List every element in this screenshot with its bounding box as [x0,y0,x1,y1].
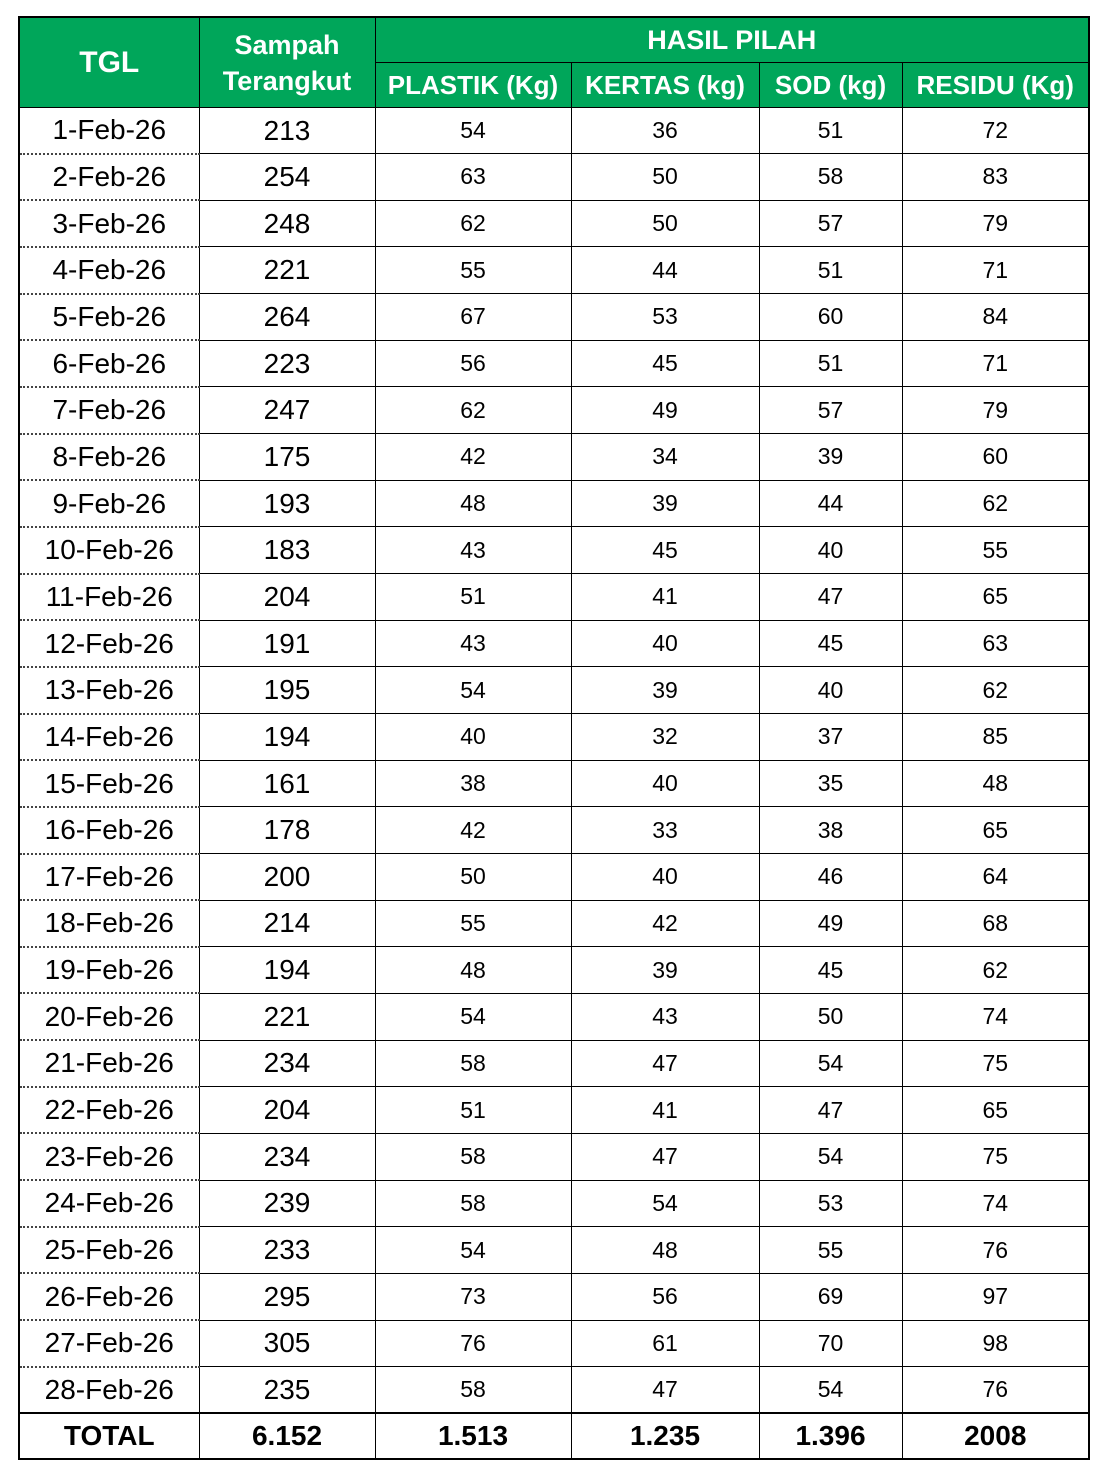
cell-plastik: 58 [375,1040,571,1087]
cell-residu: 79 [902,200,1089,247]
table-row [19,108,1089,154]
cell-kertas: 39 [571,667,759,714]
cell-tgl: 14-Feb-26 [19,714,199,761]
cell-sampah: 295 [199,1273,375,1320]
cell-tgl: 3-Feb-26 [19,200,199,247]
table-row [19,1273,1089,1320]
cell-sod: 45 [759,620,902,667]
cell-sampah: 247 [199,387,375,434]
cell-residu: 62 [902,480,1089,527]
cell-sod: 55 [759,1227,902,1274]
table-row [19,247,1089,294]
table-row [19,480,1089,527]
cell-sampah: 214 [199,900,375,947]
table-row [19,760,1089,807]
cell-sod: 37 [759,714,902,761]
cell-tgl: 7-Feb-26 [19,387,199,434]
cell-plastik: 54 [375,667,571,714]
cell-residu: 63 [902,620,1089,667]
cell-sod: 38 [759,807,902,854]
cell-sampah: 178 [199,807,375,854]
cell-kertas: 40 [571,854,759,901]
cell-sod: 54 [759,1133,902,1180]
cell-sod: 45 [759,947,902,994]
cell-plastik: 54 [375,1227,571,1274]
table-row [19,1227,1089,1274]
cell-plastik: 51 [375,1087,571,1134]
table-row [19,434,1089,481]
cell-plastik: 54 [375,108,571,154]
cell-residu: 97 [902,1273,1089,1320]
table-row [19,574,1089,621]
cell-sod: 58 [759,154,902,201]
cell-residu: 65 [902,1087,1089,1134]
cell-residu: 76 [902,1227,1089,1274]
cell-residu: 71 [902,340,1089,387]
header-residu: RESIDU (Kg) [902,63,1089,108]
cell-tgl: 19-Feb-26 [19,947,199,994]
cell-sampah: 204 [199,574,375,621]
cell-plastik: 63 [375,154,571,201]
total-sampah: 6.152 [199,1413,375,1459]
cell-residu: 62 [902,947,1089,994]
cell-sampah: 221 [199,247,375,294]
cell-tgl: 20-Feb-26 [19,993,199,1040]
cell-plastik: 48 [375,480,571,527]
cell-residu: 60 [902,434,1089,481]
cell-kertas: 48 [571,1227,759,1274]
cell-sampah: 248 [199,200,375,247]
cell-residu: 75 [902,1133,1089,1180]
cell-plastik: 38 [375,760,571,807]
cell-sampah: 234 [199,1040,375,1087]
cell-residu: 75 [902,1040,1089,1087]
table-header [19,17,1089,108]
cell-sampah: 213 [199,108,375,154]
table-row [19,200,1089,247]
cell-plastik: 55 [375,900,571,947]
cell-sod: 51 [759,247,902,294]
cell-residu: 65 [902,574,1089,621]
cell-kertas: 36 [571,108,759,154]
cell-tgl: 13-Feb-26 [19,667,199,714]
cell-tgl: 28-Feb-26 [19,1367,199,1414]
cell-sod: 57 [759,387,902,434]
cell-kertas: 44 [571,247,759,294]
table-row [19,1087,1089,1134]
cell-plastik: 50 [375,854,571,901]
cell-sod: 44 [759,480,902,527]
cell-plastik: 42 [375,807,571,854]
cell-residu: 76 [902,1367,1089,1414]
cell-sampah: 235 [199,1367,375,1414]
cell-sampah: 223 [199,340,375,387]
cell-residu: 79 [902,387,1089,434]
header-sampah-terangkut [199,17,375,108]
cell-kertas: 49 [571,387,759,434]
cell-kertas: 50 [571,200,759,247]
cell-residu: 74 [902,1180,1089,1227]
cell-kertas: 39 [571,480,759,527]
cell-tgl: 22-Feb-26 [19,1087,199,1134]
cell-sampah: 175 [199,434,375,481]
cell-sampah: 254 [199,154,375,201]
header-hasil-pilah: HASIL PILAH [375,17,1089,63]
cell-residu: 71 [902,247,1089,294]
cell-plastik: 58 [375,1133,571,1180]
table-row [19,900,1089,947]
table-row [19,714,1089,761]
cell-sod: 69 [759,1273,902,1320]
table-row [19,294,1089,341]
table-row [19,1180,1089,1227]
cell-sod: 40 [759,527,902,574]
cell-sod: 51 [759,108,902,154]
total-plastik: 1.513 [375,1413,571,1459]
cell-sampah: 221 [199,993,375,1040]
cell-kertas: 45 [571,527,759,574]
cell-tgl: 6-Feb-26 [19,340,199,387]
cell-sod: 70 [759,1320,902,1367]
table-row [19,154,1089,201]
cell-sod: 46 [759,854,902,901]
cell-tgl: 23-Feb-26 [19,1133,199,1180]
cell-residu: 64 [902,854,1089,901]
cell-residu: 83 [902,154,1089,201]
total-kertas: 1.235 [571,1413,759,1459]
cell-plastik: 76 [375,1320,571,1367]
cell-residu: 48 [902,760,1089,807]
cell-sampah: 234 [199,1133,375,1180]
cell-tgl: 17-Feb-26 [19,854,199,901]
cell-sampah: 193 [199,480,375,527]
total-residu: 2008 [902,1413,1089,1459]
cell-kertas: 56 [571,1273,759,1320]
table-row [19,1040,1089,1087]
cell-kertas: 50 [571,154,759,201]
cell-kertas: 61 [571,1320,759,1367]
cell-sampah: 305 [199,1320,375,1367]
total-label: TOTAL [19,1413,199,1459]
cell-sod: 60 [759,294,902,341]
cell-sampah: 191 [199,620,375,667]
cell-plastik: 55 [375,247,571,294]
cell-kertas: 39 [571,947,759,994]
cell-plastik: 56 [375,340,571,387]
cell-sod: 54 [759,1367,902,1414]
cell-kertas: 33 [571,807,759,854]
cell-plastik: 40 [375,714,571,761]
cell-tgl: 24-Feb-26 [19,1180,199,1227]
cell-plastik: 54 [375,993,571,1040]
table-row [19,667,1089,714]
cell-kertas: 41 [571,574,759,621]
table-row [19,807,1089,854]
cell-tgl: 27-Feb-26 [19,1320,199,1367]
cell-sod: 54 [759,1040,902,1087]
cell-sampah: 204 [199,1087,375,1134]
header-sampah-line1: Sampah [234,29,340,60]
cell-tgl: 12-Feb-26 [19,620,199,667]
cell-plastik: 43 [375,620,571,667]
cell-plastik: 58 [375,1367,571,1414]
table-row [19,620,1089,667]
cell-kertas: 53 [571,294,759,341]
cell-tgl: 9-Feb-26 [19,480,199,527]
cell-residu: 84 [902,294,1089,341]
table-footer [19,1413,1089,1459]
cell-sampah: 264 [199,294,375,341]
cell-kertas: 40 [571,760,759,807]
cell-plastik: 51 [375,574,571,621]
cell-residu: 85 [902,714,1089,761]
cell-sod: 47 [759,574,902,621]
cell-plastik: 73 [375,1273,571,1320]
cell-tgl: 18-Feb-26 [19,900,199,947]
cell-sampah: 194 [199,714,375,761]
table-row [19,527,1089,574]
cell-sampah: 183 [199,527,375,574]
cell-residu: 68 [902,900,1089,947]
cell-sampah: 195 [199,667,375,714]
cell-tgl: 10-Feb-26 [19,527,199,574]
cell-kertas: 34 [571,434,759,481]
cell-kertas: 41 [571,1087,759,1134]
cell-kertas: 47 [571,1367,759,1414]
cell-plastik: 62 [375,200,571,247]
table-row [19,1133,1089,1180]
cell-tgl: 26-Feb-26 [19,1273,199,1320]
cell-tgl: 5-Feb-26 [19,294,199,341]
cell-plastik: 67 [375,294,571,341]
cell-residu: 62 [902,667,1089,714]
cell-sampah: 161 [199,760,375,807]
table-row [19,947,1089,994]
cell-kertas: 42 [571,900,759,947]
total-sod: 1.396 [759,1413,902,1459]
cell-plastik: 58 [375,1180,571,1227]
total-row [19,1413,1089,1459]
table-row [19,340,1089,387]
header-plastik: PLASTIK (Kg) [375,63,571,108]
cell-plastik: 48 [375,947,571,994]
cell-sod: 50 [759,993,902,1040]
cell-tgl: 8-Feb-26 [19,434,199,481]
header-kertas: KERTAS (kg) [571,63,759,108]
cell-sampah: 200 [199,854,375,901]
table-row [19,1367,1089,1414]
cell-tgl: 1-Feb-26 [19,108,199,154]
cell-residu: 65 [902,807,1089,854]
cell-sod: 40 [759,667,902,714]
cell-kertas: 32 [571,714,759,761]
cell-tgl: 21-Feb-26 [19,1040,199,1087]
header-sampah-line2: Terangkut [222,65,352,96]
cell-tgl: 4-Feb-26 [19,247,199,294]
waste-sorting-table [18,16,1090,1460]
cell-kertas: 47 [571,1133,759,1180]
table-body [19,108,1089,1414]
table-row [19,387,1089,434]
cell-kertas: 45 [571,340,759,387]
cell-sod: 35 [759,760,902,807]
header-tgl: TGL [19,17,199,108]
cell-sampah: 194 [199,947,375,994]
cell-plastik: 42 [375,434,571,481]
cell-sampah: 239 [199,1180,375,1227]
cell-sod: 39 [759,434,902,481]
header-sod: SOD (kg) [759,63,902,108]
table-row [19,854,1089,901]
table-row [19,1320,1089,1367]
cell-kertas: 40 [571,620,759,667]
cell-plastik: 62 [375,387,571,434]
cell-residu: 72 [902,108,1089,154]
table-row [19,993,1089,1040]
cell-tgl: 2-Feb-26 [19,154,199,201]
cell-residu: 55 [902,527,1089,574]
cell-sod: 53 [759,1180,902,1227]
cell-residu: 74 [902,993,1089,1040]
cell-plastik: 43 [375,527,571,574]
cell-sod: 51 [759,340,902,387]
cell-sod: 57 [759,200,902,247]
cell-kertas: 47 [571,1040,759,1087]
cell-sod: 47 [759,1087,902,1134]
cell-kertas: 43 [571,993,759,1040]
cell-residu: 98 [902,1320,1089,1367]
cell-tgl: 25-Feb-26 [19,1227,199,1274]
cell-tgl: 11-Feb-26 [19,574,199,621]
cell-sampah: 233 [199,1227,375,1274]
cell-kertas: 54 [571,1180,759,1227]
cell-sod: 49 [759,900,902,947]
cell-tgl: 15-Feb-26 [19,760,199,807]
cell-tgl: 16-Feb-26 [19,807,199,854]
